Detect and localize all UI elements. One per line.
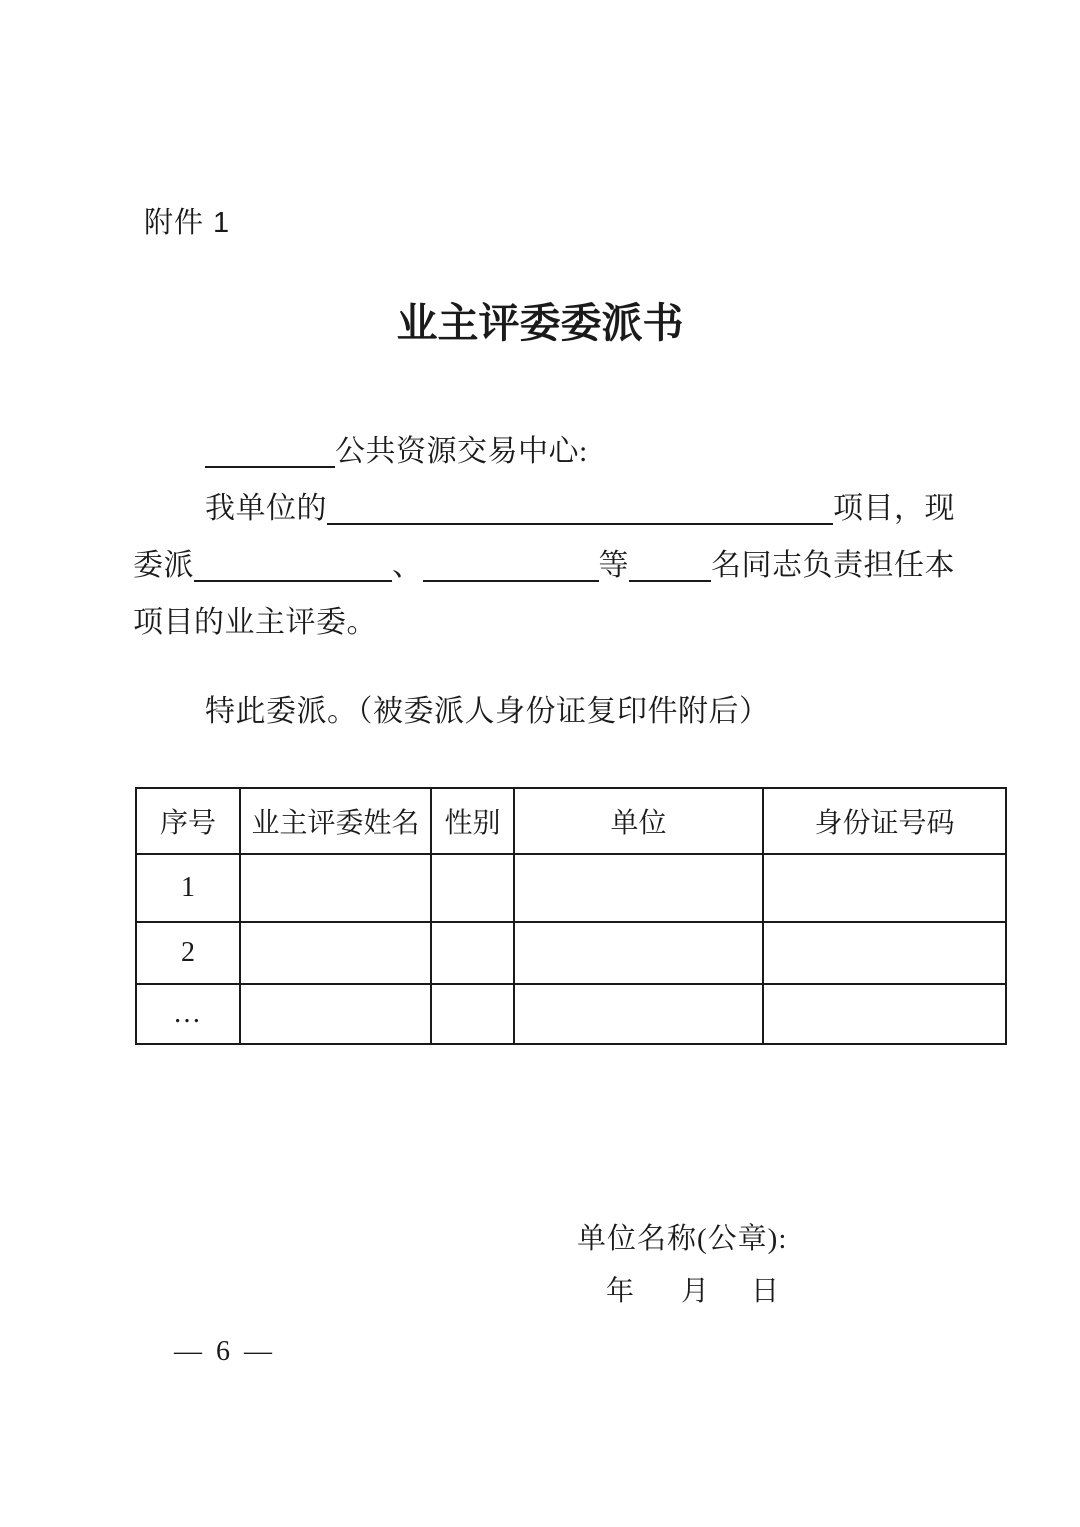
cell-id-number bbox=[763, 854, 1006, 922]
delegate-separator: 、 bbox=[392, 549, 423, 582]
header-gender: 性别 bbox=[431, 788, 514, 854]
page-number: — 6 — bbox=[174, 1336, 272, 1367]
body-text bbox=[133, 423, 953, 651]
project-line-prefix: 我单位的 bbox=[205, 492, 327, 525]
header-name: 业主评委姓名 bbox=[240, 788, 431, 854]
table-row bbox=[136, 854, 1006, 922]
signature-date-line bbox=[606, 1269, 779, 1309]
cell-id-number bbox=[763, 984, 1006, 1044]
date-day-label: 日 bbox=[751, 1276, 780, 1307]
table-row bbox=[136, 922, 1006, 984]
header-seq: 序号 bbox=[136, 788, 240, 854]
evaluator-table bbox=[135, 787, 1007, 1045]
cell-name bbox=[240, 922, 431, 984]
cell-gender bbox=[431, 922, 514, 984]
date-year-label: 年 bbox=[606, 1276, 635, 1307]
cell-seq: 1 bbox=[136, 854, 240, 922]
closing-line bbox=[133, 594, 953, 651]
signature-unit-label: 单位名称(公章): bbox=[577, 1223, 788, 1255]
cell-unit bbox=[514, 854, 763, 922]
header-id-number: 身份证号码 bbox=[763, 788, 1006, 854]
salutation-text: 公共资源交易中心: bbox=[335, 435, 588, 468]
cell-name bbox=[240, 854, 431, 922]
cell-name bbox=[240, 984, 431, 1044]
cell-seq: 2 bbox=[136, 922, 240, 984]
delegate-line-mid: 等 bbox=[598, 549, 629, 582]
header-unit: 单位 bbox=[514, 788, 763, 854]
document-title: 业主评委委派书 bbox=[396, 300, 684, 346]
delegate-line-prefix: 委派 bbox=[133, 549, 194, 582]
project-line-suffix: 项目，现 bbox=[833, 492, 955, 525]
delegate-count-blank bbox=[629, 570, 711, 582]
note-line: 特此委派。（被委派人身份证复印件附后） bbox=[205, 695, 770, 728]
delegate-name-blank-1 bbox=[194, 570, 392, 582]
cell-gender bbox=[431, 854, 514, 922]
cell-unit bbox=[514, 922, 763, 984]
cell-gender bbox=[431, 984, 514, 1044]
trade-center-name-blank bbox=[205, 456, 335, 468]
delegate-line-suffix: 名同志负责担任本 bbox=[711, 549, 955, 582]
delegate-line bbox=[133, 537, 953, 594]
attachment-label: 附件 1 bbox=[144, 207, 231, 239]
delegate-name-blank-2 bbox=[423, 570, 599, 582]
table-row bbox=[136, 984, 1006, 1044]
closing-text: 项目的业主评委。 bbox=[133, 606, 377, 639]
cell-id-number bbox=[763, 922, 1006, 984]
project-line bbox=[133, 480, 953, 537]
cell-unit bbox=[514, 984, 763, 1044]
project-name-blank bbox=[327, 513, 833, 525]
table-header-row bbox=[136, 788, 1006, 854]
cell-seq: … bbox=[136, 984, 240, 1044]
date-month-label: 月 bbox=[681, 1276, 710, 1307]
salutation-line bbox=[133, 423, 953, 480]
